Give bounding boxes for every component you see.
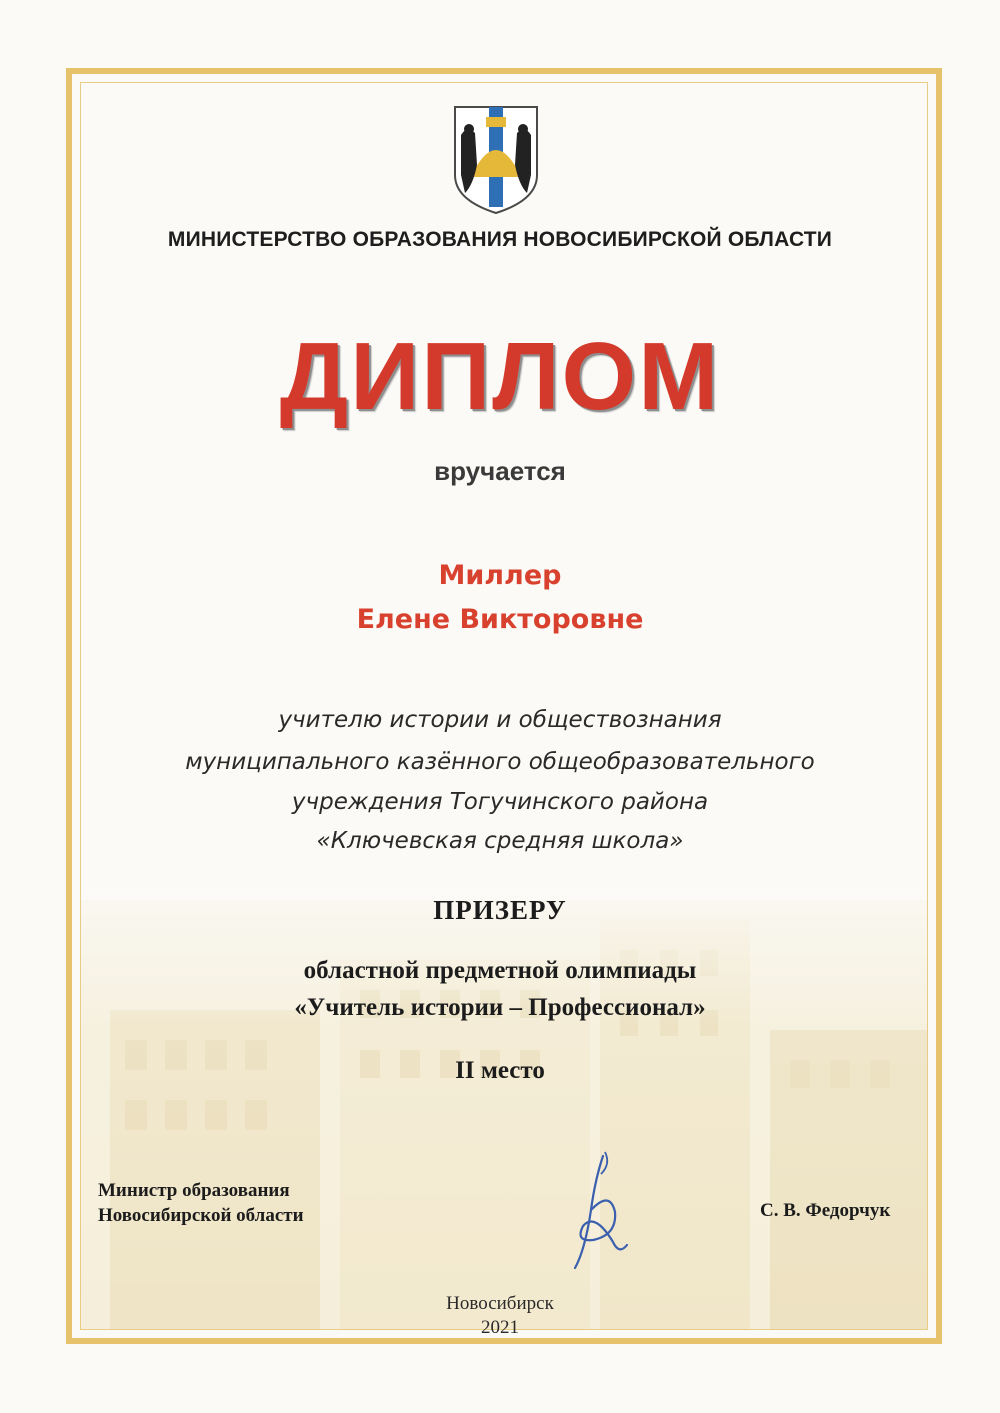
place-text: II место bbox=[455, 1057, 545, 1084]
recipient-name: Елене Викторовне bbox=[356, 604, 644, 635]
award-status: ПРИЗЕРУ bbox=[433, 895, 567, 925]
diploma-title: ДИПЛОМ bbox=[279, 323, 721, 430]
city-name: Новосибирск bbox=[446, 1293, 554, 1314]
handwritten-signature bbox=[555, 1150, 635, 1275]
position-line: муниципального казённого общеобразовательного bbox=[185, 749, 815, 775]
ministry-header: МИНИСТЕРСТВО ОБРАЗОВАНИЯ НОВОСИБИРСКОЙ ОБЛАСТИ bbox=[167, 228, 833, 251]
awarded-text: вручается bbox=[434, 456, 566, 486]
signer-name: С. В. Федорчук bbox=[760, 1200, 891, 1221]
signer-title bbox=[98, 1178, 304, 1228]
olympiad-line-1: областной предметной олимпиады bbox=[303, 957, 697, 984]
coat-of-arms-emblem bbox=[453, 105, 539, 215]
position-line: учителю истории и обществознания bbox=[278, 707, 722, 733]
recipient-surname: Миллер bbox=[438, 560, 562, 591]
olympiad-line-2: «Учитель истории – Профессионал» bbox=[294, 994, 706, 1021]
position-line: учреждения Тогучинского района bbox=[291, 789, 709, 815]
year-text: 2021 bbox=[481, 1317, 519, 1338]
signer-title-line-1: Министр образования bbox=[98, 1180, 290, 1201]
signer-title-line-2: Новосибирской области bbox=[98, 1205, 304, 1226]
position-line: «Ключевская средняя школа» bbox=[316, 828, 684, 854]
inner-gold-frame bbox=[80, 82, 928, 1330]
